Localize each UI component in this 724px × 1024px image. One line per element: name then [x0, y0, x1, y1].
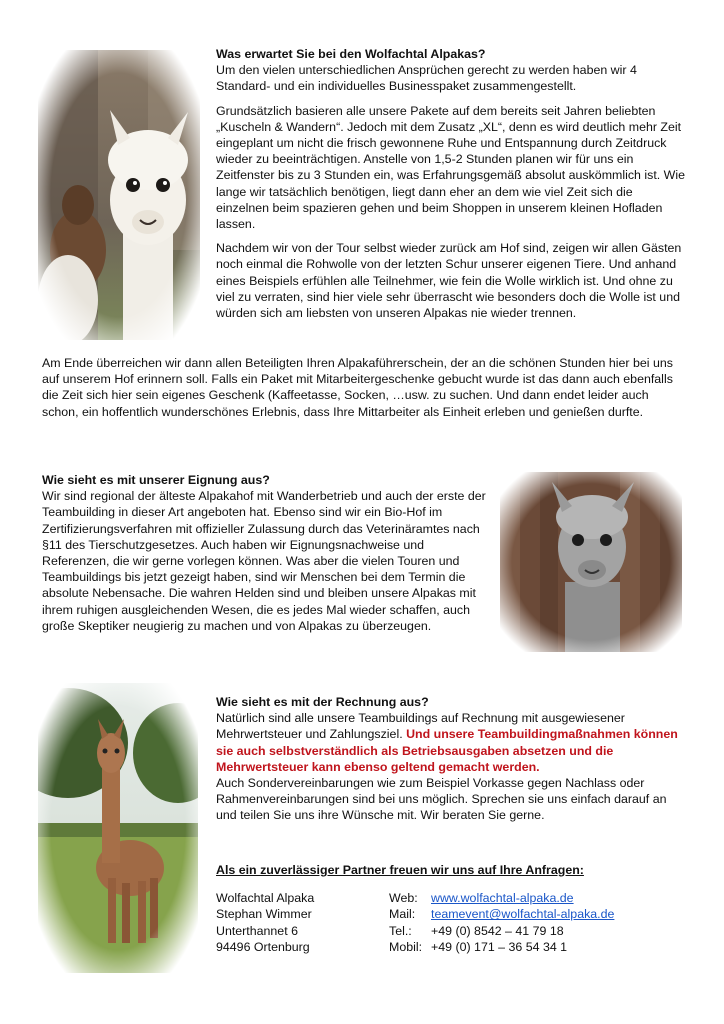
section-offer-packages: Grundsätzlich basieren alle unsere Pakete auf dem bereits seit Jahren beliebten „Kuscheln & Wandern“. Jedoch mit dem Zusatz „XL“, denn es wird deutlich mehr Zeit eingeplant um nicht die frisch gewonnene Ruhe und Entspannung durch Zeitdruck wieder zu beeinträchtigen. Anstelle von 1,5-2 Stunden planen wir für uns ein Zeitfenster bis zu 3 Stunden ein, was Erfahrungsgemäß absolut auskömmlich ist. Wie lange wir tatsächlich benötigen, liegt dann eher an dem wie viel Zeit sich die einzelnen beim spazieren gehen und beim Shoppen in unserem kleinen Hofladen lassen. — [216, 103, 685, 232]
contact-tel-value: +49 (0) 8542 – 41 79 18 — [431, 923, 564, 938]
section-offer-ending — [42, 355, 687, 420]
contact-web-link[interactable]: www.wolfachtal-alpaka.de — [431, 891, 574, 906]
section-invoice-tax-highlight: Und unsere Teambuildingmaßnahmen können sie auch selbstverständlich als Betriebsausgaben absetzen und die Mehrwertsteuer kann ebenso geltend gemacht werden. — [216, 727, 678, 774]
section-invoice-heading: Wie sieht es mit der Rechnung aus? — [216, 695, 429, 709]
section-offer-certificate: Am Ende überreichen wir dann allen Beteiligten Ihren Alpakaführerschein, der an die schönen Stunden hier bei uns auf unserem Hof erinnern soll. Falls ein Paket mit Mitarbeitergeschenke gebucht wurde ist das dann auch ebenfalls die Zeit sich hier sein eigenes Geschenk (Kaffeetasse, Socken, …usw. zu suchen. Und dann endet leider auch schon, ein hoffentlich wunderschönes Erlebnis, dass Ihre Mittarbeiter als Einheit erleben und genießen durfte. — [42, 356, 673, 419]
contact-mail-link[interactable]: teamevent@wolfachtal-alpaka.de — [431, 907, 615, 922]
contact-heading: Als ein zuverlässiger Partner freuen wir uns auf Ihre Anfragen: — [216, 863, 584, 877]
section-suitability-text: Wir sind regional der älteste Alpakahof mit Wanderbetrieb und auch der erste der Teambuilding in dieser Art angeboten hat. Ebenso sind wir ein Bio-Hof im Zertifizierungsverfahren mit offizieller Zulassung durch das Veterinäramtes nach §11 des Tierschutzgesetzes. Auch haben wir Eignungsnachweise und Referenzen, die wir gerne vorlegen können. Was aber die vielen Touren und Teambuildings bis jetzt gezeigt haben, sind wir Menschen bei dem Termin die absolute Nebensache. Die wahren Helden sind und bleiben unsere Alpakas mit ihrem ruhigen ausgleichenden Wesen, die es jedes Mal wieder schaffen, auch große Skeptiker neugierig zu machen und von Alpakas zu überzeugen. — [42, 489, 486, 633]
section-suitability-heading: Wie sieht es mit unserer Eignung aus? — [42, 473, 270, 487]
contact-city: 94496 Ortenburg — [216, 939, 310, 954]
contact-tel-label: Tel.: — [389, 923, 412, 938]
section-invoice-special: Auch Sondervereinbarungen wie zum Beispiel Vorkasse gegen Nachlass oder Rahmenvereinbarungen sind bei uns möglich. Sprechen sie uns einfach darauf an und teilen Sie uns ihre Wünsche mit. Wir beraten Sie gerne. — [216, 776, 667, 823]
section-suitability — [42, 472, 492, 634]
section-offer-wool: Nachdem wir von der Tour selbst wieder zurück am Hof sind, zeigen wir allen Gästen noch einmal die Rohwolle von der letzten Schur unserer eigenen Tiere. Und anhand eines Beispiels erfühlen alle Teilnehmer, wie fein die Wolle wirklich ist. Und ohne zu viel zu verraten, sind hier viele sehr überrascht wie besonders doch die Wolle ist und würden sich am liebsten von unseren Alpakas nie wieder trennen. — [216, 241, 682, 321]
contact-mail-label: Mail: — [389, 907, 416, 922]
section-offer-intro: Um den vielen unterschiedlichen Ansprüchen gerecht zu werden haben wir 4 Standard- und ein individuelles Businesspaket zusammengestellt. — [216, 63, 637, 94]
contact-web-label: Web: — [389, 891, 418, 906]
contact-row-web — [216, 890, 686, 906]
contact-row-tel — [216, 923, 686, 939]
section-invoice — [216, 694, 686, 824]
contact-row-mail — [216, 906, 686, 922]
section-offer-heading: Was erwartet Sie bei den Wolfachtal Alpakas? — [216, 47, 486, 61]
brown-alpaca-photo — [38, 683, 198, 973]
contact-block — [216, 862, 686, 955]
contact-row-mobile — [216, 939, 686, 955]
section-offer — [216, 46, 686, 321]
contact-person: Stephan Wimmer — [216, 907, 312, 922]
contact-mobile-label: Mobil: — [389, 939, 423, 954]
contact-street: Unterthannet 6 — [216, 923, 298, 938]
section-invoice-billing: Natürlich sind alle unsere Teambuildings auf Rechnung mit ausgewiesener Mehrwertsteuer und Zahlungsziel. — [216, 711, 625, 742]
contact-mobile-value: +49 (0) 171 – 36 54 34 1 — [431, 939, 568, 954]
contact-company: Wolfachtal Alpaka — [216, 891, 315, 906]
section-invoice-text — [216, 710, 686, 775]
grey-alpaca-photo — [500, 472, 682, 652]
white-alpaca-photo — [38, 50, 200, 340]
